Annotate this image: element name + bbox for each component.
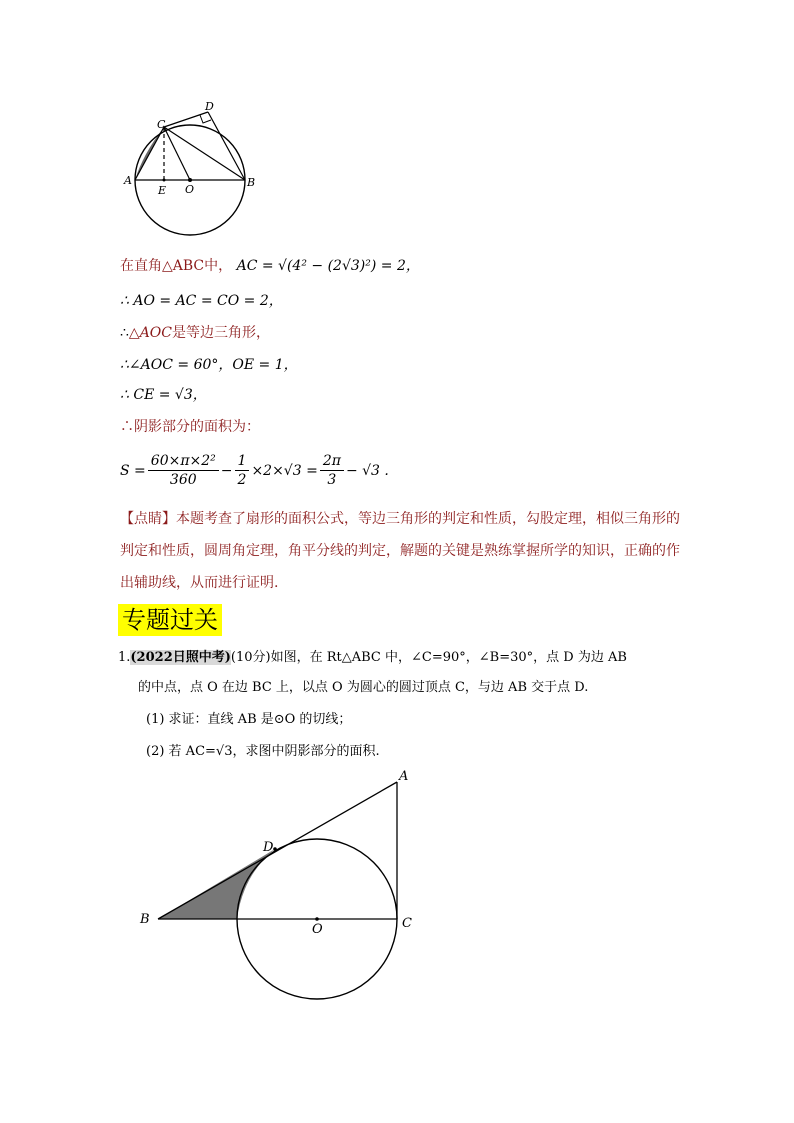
chord-cb [164, 127, 245, 180]
label-b-2: B [140, 912, 150, 927]
label-c-2: C [402, 916, 412, 931]
solution-line-2: ∴ AO = AC = CO = 2， [120, 293, 283, 309]
segment-ab [158, 782, 397, 919]
comment-line-2: 判定和性质，圆周角定理，角平分线的判定，解题的关键是熟练掌握所学的知识，正确的作 [120, 543, 680, 559]
solution-line-1 [120, 255, 420, 275]
solution-line-3 [120, 322, 270, 342]
problem-source: (2022日照中考) [130, 650, 231, 665]
formula-minus: − [220, 462, 233, 479]
comment-line-3: 出辅助线，从而进行证明. [120, 575, 279, 591]
fraction-3-num: 2π [320, 452, 344, 471]
problem-text-1: 如图，在 Rt△ABC 中，∠C=90°，∠B=30°，点 D 为边 AB [270, 650, 627, 665]
label-d-2: D [263, 840, 274, 855]
area-formula [120, 452, 389, 489]
label-o: O [185, 183, 195, 196]
section-title [118, 600, 222, 635]
problem-number: 1. [118, 650, 131, 665]
problem-question-2: (2) 若 AC=√3，求图中阴影部分的面积. [146, 744, 380, 759]
formula-tail: − √3 . [345, 462, 389, 479]
label-c: C [157, 118, 166, 131]
label-a: A [124, 174, 132, 187]
point-e [163, 179, 166, 182]
fraction-3 [320, 452, 344, 489]
therefore-symbol: ∴ [120, 325, 129, 341]
solution-line-3-suffix: 是等边三角形， [172, 325, 270, 341]
segment-db [208, 112, 245, 180]
formula-s: S = [120, 462, 146, 479]
formula-mid: ×2×√3 = [251, 462, 318, 479]
problem-points: (10分) [230, 650, 271, 665]
problem-question-1: (1) 求证：直线 AB 是⊙O 的切线； [146, 712, 352, 727]
solution-line-1-prefix: 在直角△ABC中， [120, 258, 233, 274]
fraction-1 [148, 452, 219, 489]
right-angle-mark-d [200, 115, 211, 123]
fraction-2 [235, 452, 250, 489]
label-d: D [205, 100, 214, 113]
problem-line-2: 的中点，点 O 在边 BC 上，以点 O 为圆心的圆过顶点 C，与边 AB 交于点 D. [138, 680, 589, 695]
label-a-2: A [399, 769, 409, 784]
triangle-aoc: △AOC [128, 325, 172, 341]
label-e: E [158, 184, 167, 197]
geometry-figure-1 [115, 98, 265, 238]
label-o-2: O [312, 922, 323, 937]
chord-ac [135, 127, 164, 180]
fraction-3-den: 3 [327, 472, 337, 488]
section-title-text: 专题过关 [118, 604, 222, 636]
point-o [188, 178, 192, 182]
problem-line-1 [118, 646, 627, 665]
solution-line-6: ∴阴影部分的面积为： [120, 419, 260, 435]
label-b: B [247, 176, 256, 189]
geometry-figure-2 [130, 765, 430, 1010]
solution-line-1-math: AC = √(4² − (2√3)²) = 2， [236, 258, 420, 274]
fraction-2-num: 1 [235, 452, 250, 471]
fraction-2-den: 2 [237, 472, 247, 488]
fraction-1-num: 60×π×2² [148, 452, 219, 471]
point-d-2 [273, 847, 277, 851]
solution-line-5: ∴ CE = √3， [120, 387, 207, 403]
fraction-1-den: 360 [169, 472, 197, 488]
comment-tag: 【点睛】 [120, 511, 176, 527]
solution-line-4: ∴∠AOC = 60°，OE = 1， [120, 357, 298, 373]
comment-text-1: 本题考查了扇形的面积公式，等边三角形的判定和性质，勾股定理，相似三角形的 [176, 511, 680, 527]
point-o-2 [315, 917, 319, 921]
comment-line-1 [120, 508, 680, 528]
